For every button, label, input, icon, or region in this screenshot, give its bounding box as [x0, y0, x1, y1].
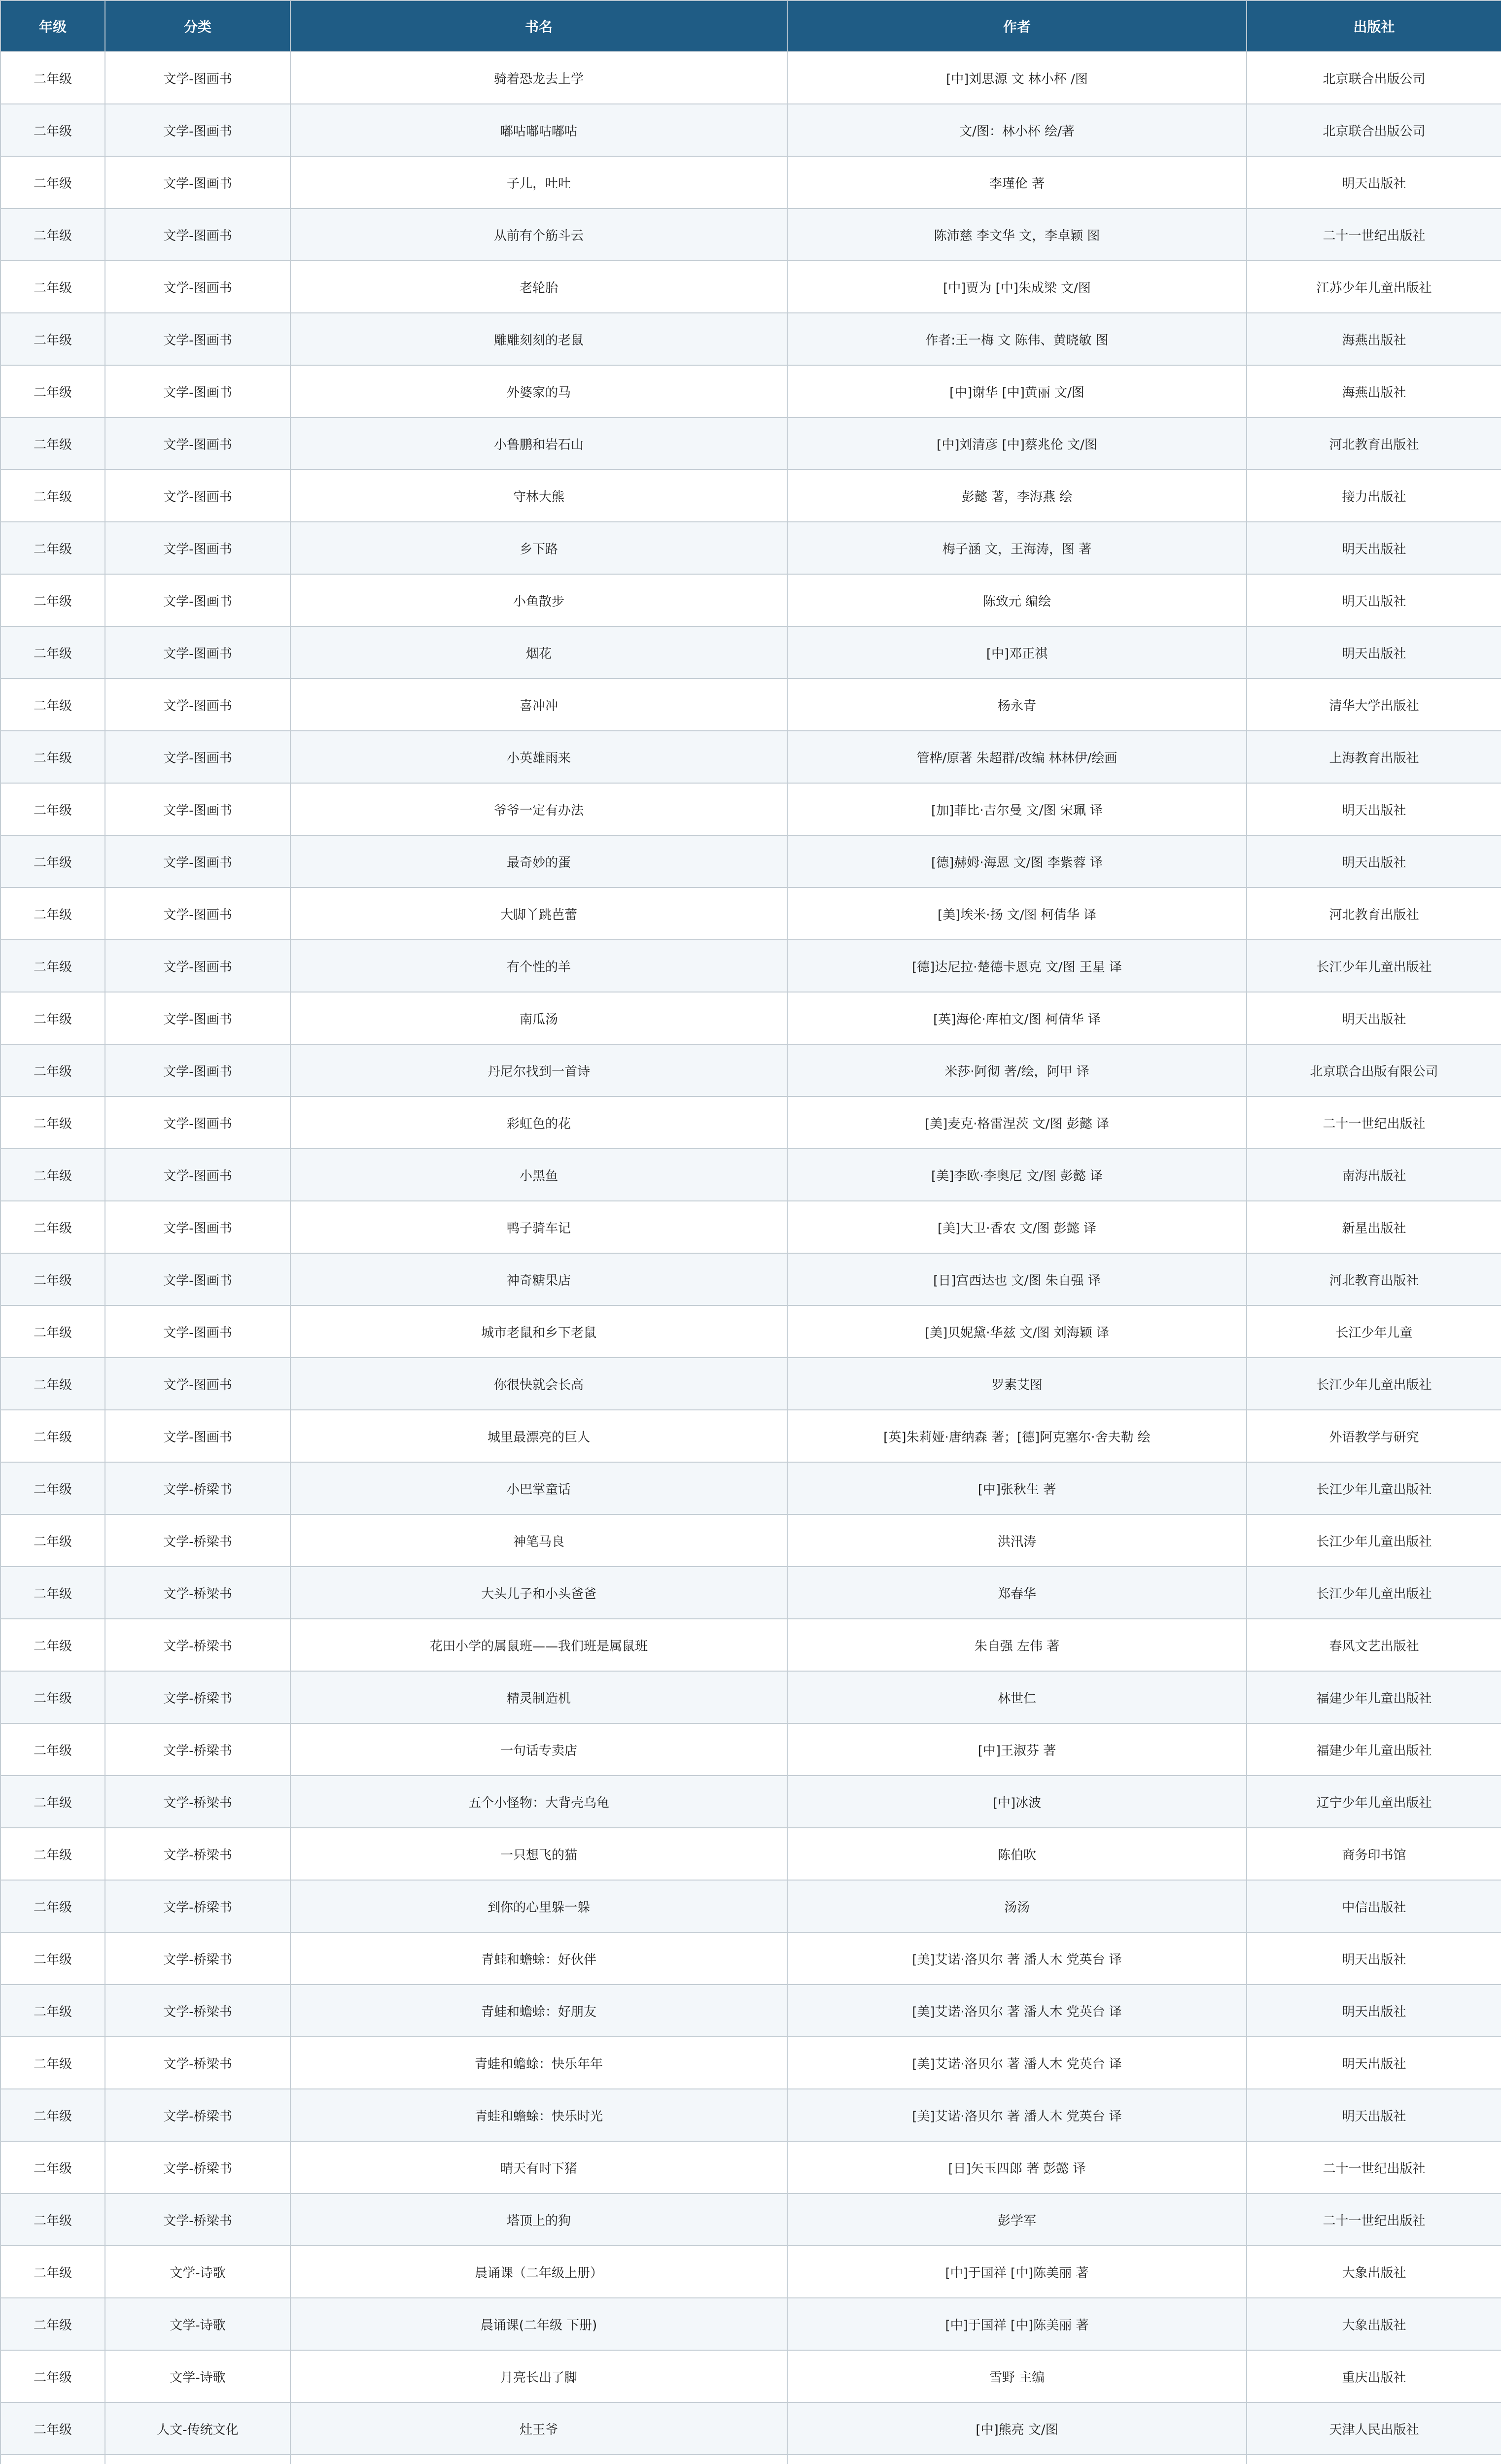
cell-author: 李瑾伦 著: [787, 156, 1247, 208]
cell-title: 青蛙和蟾蜍：好伙伴: [290, 1932, 787, 1985]
cell-publisher: 长江少年儿童出版社: [1247, 1514, 1501, 1567]
cell-title: 乡下路: [290, 522, 787, 574]
cell-title: 一句话专卖店: [290, 1723, 787, 1776]
cell-publisher: 二十一世纪出版社: [1247, 208, 1501, 261]
cell-title: 灶王爷: [290, 2402, 787, 2455]
cell-title: 青蛙和蟾蜍：好朋友: [290, 1985, 787, 2037]
cell-grade: 二年级: [0, 156, 105, 208]
cell-title: 有个性的羊: [290, 940, 787, 992]
cell-publisher: 明天出版社: [1247, 522, 1501, 574]
cell-category: [105, 2455, 290, 2464]
cell-category: 文学-图画书: [105, 888, 290, 940]
table-row: [0, 470, 1501, 522]
table-row: [0, 940, 1501, 992]
header-author: 作者: [787, 0, 1247, 52]
cell-grade: 二年级: [0, 1932, 105, 1985]
cell-author: [中]刘清彦 [中]蔡兆伦 文/图: [787, 417, 1247, 470]
cell-grade: 二年级: [0, 1828, 105, 1880]
cell-author: 雪野 主编: [787, 2350, 1247, 2402]
table-row: [0, 1567, 1501, 1619]
cell-grade: 二年级: [0, 470, 105, 522]
cell-author: 洪汛涛: [787, 1514, 1247, 1567]
cell-publisher: 北京联合出版公司: [1247, 104, 1501, 156]
cell-publisher: 明天出版社: [1247, 156, 1501, 208]
table-row: [0, 1201, 1501, 1253]
cell-grade: 二年级: [0, 1514, 105, 1567]
table-row: [0, 52, 1501, 104]
cell-grade: 二年级: [0, 365, 105, 417]
cell-publisher: 商务印书馆: [1247, 1828, 1501, 1880]
cell-publisher: 新星出版社: [1247, 1201, 1501, 1253]
cell-category: 文学-图画书: [105, 1358, 290, 1410]
cell-publisher: 重庆出版社: [1247, 2350, 1501, 2402]
cell-title: 你很快就会长高: [290, 1358, 787, 1410]
cell-author: 米莎·阿彻 著/绘，阿甲 译: [787, 1044, 1247, 1096]
cell-grade: 二年级: [0, 2193, 105, 2246]
cell-publisher: 接力出版社: [1247, 470, 1501, 522]
cell-grade: 二年级: [0, 992, 105, 1044]
cell-grade: 二年级: [0, 1723, 105, 1776]
cell-grade: 二年级: [0, 104, 105, 156]
cell-author: [中]张秋生 著: [787, 1462, 1247, 1514]
cell-category: 文学-图画书: [105, 1096, 290, 1149]
cell-grade: 二年级: [0, 522, 105, 574]
cell-title: 最奇妙的蛋: [290, 835, 787, 888]
cell-author: [美]埃米·扬 文/图 柯倩华 译: [787, 888, 1247, 940]
cell-title: 骑着恐龙去上学: [290, 52, 787, 104]
cell-author: 梅子涵 文，王海涛，图 著: [787, 522, 1247, 574]
cell-author: [美]李欧·李奥尼 文/图 彭懿 译: [787, 1149, 1247, 1201]
cell-category: 文学-桥梁书: [105, 1880, 290, 1932]
cell-grade: 二年级: [0, 1410, 105, 1462]
header-category: 分类: [105, 0, 290, 52]
cell-category: 文学-图画书: [105, 783, 290, 835]
table-row: [0, 2193, 1501, 2246]
cell-category: 文学-桥梁书: [105, 2089, 290, 2141]
cell-grade: 二年级: [0, 1044, 105, 1096]
header-publisher: 出版社: [1247, 0, 1501, 52]
cell-category: 文学-诗歌: [105, 2298, 290, 2350]
cell-grade: 二年级: [0, 1880, 105, 1932]
cell-grade: 二年级: [0, 261, 105, 313]
cell-author: [中]冰波: [787, 1776, 1247, 1828]
cell-author: [787, 2455, 1247, 2464]
cell-category: 文学-桥梁书: [105, 2193, 290, 2246]
table-row: [0, 156, 1501, 208]
cell-author: 作者:王一梅 文 陈伟、黄晓敏 图: [787, 313, 1247, 365]
cell-category: 文学-图画书: [105, 940, 290, 992]
cell-grade: 二年级: [0, 2037, 105, 2089]
cell-publisher: 北京联合出版有限公司: [1247, 1044, 1501, 1096]
table-row: [0, 626, 1501, 679]
cell-title: 守林大熊: [290, 470, 787, 522]
table-row: [0, 1619, 1501, 1671]
cell-publisher: 明天出版社: [1247, 626, 1501, 679]
cell-title: 城里最漂亮的巨人: [290, 1410, 787, 1462]
table-row: [0, 104, 1501, 156]
cell-publisher: 河北教育出版社: [1247, 1253, 1501, 1305]
cell-publisher: 明天出版社: [1247, 992, 1501, 1044]
cell-publisher: 江苏少年儿童出版社: [1247, 261, 1501, 313]
table-row: [0, 261, 1501, 313]
cell-grade: 二年级: [0, 1201, 105, 1253]
cell-title: 晨诵课(二年级 下册): [290, 2298, 787, 2350]
cell-publisher: 明天出版社: [1247, 1985, 1501, 2037]
table-row: [0, 679, 1501, 731]
cell-title: 烟花: [290, 626, 787, 679]
cell-grade: 二年级: [0, 574, 105, 626]
cell-grade: 二年级: [0, 1462, 105, 1514]
cell-publisher: 辽宁少年儿童出版社: [1247, 1776, 1501, 1828]
cell-publisher: 长江少年儿童出版社: [1247, 940, 1501, 992]
table-row: [0, 783, 1501, 835]
cell-publisher: 福建少年儿童出版社: [1247, 1723, 1501, 1776]
cell-title: 晨诵课（二年级上册）: [290, 2246, 787, 2298]
cell-title: 南瓜汤: [290, 992, 787, 1044]
cell-author: [中]刘思源 文 林小杯 /图: [787, 52, 1247, 104]
cell-category: 文学-图画书: [105, 365, 290, 417]
cell-grade: 二年级: [0, 783, 105, 835]
cell-title: 小鲁鹏和岩石山: [290, 417, 787, 470]
cell-publisher: 福建少年儿童出版社: [1247, 1671, 1501, 1723]
cell-category: 文学-桥梁书: [105, 1776, 290, 1828]
cell-author: 陈伯吹: [787, 1828, 1247, 1880]
cell-category: 文学-图画书: [105, 208, 290, 261]
cell-category: 人文-传统文化: [105, 2402, 290, 2455]
cell-title: 塔顶上的狗: [290, 2193, 787, 2246]
cell-title: 到你的心里躲一躲: [290, 1880, 787, 1932]
cell-author: [美]艾诺·洛贝尔 著 潘人木 党英台 译: [787, 2037, 1247, 2089]
table-row: [0, 2402, 1501, 2455]
cell-title: 花田小学的属鼠班——我们班是属鼠班: [290, 1619, 787, 1671]
cell-author: [美]艾诺·洛贝尔 著 潘人木 党英台 译: [787, 1932, 1247, 1985]
cell-title: 小巴掌童话: [290, 1462, 787, 1514]
cell-title: 鸭子骑车记: [290, 1201, 787, 1253]
cell-category: 文学-图画书: [105, 1044, 290, 1096]
cell-category: 文学-桥梁书: [105, 1828, 290, 1880]
table-row: [0, 2350, 1501, 2402]
cell-author: [中]谢华 [中]黄丽 文/图: [787, 365, 1247, 417]
table-row: [0, 1828, 1501, 1880]
cell-author: [德]达尼拉·楚德卡恩克 文/图 王星 译: [787, 940, 1247, 992]
table-row: [0, 2141, 1501, 2193]
cell-category: 文学-桥梁书: [105, 1723, 290, 1776]
cell-grade: 二年级: [0, 2246, 105, 2298]
cell-author: 彭学军: [787, 2193, 1247, 2246]
cell-title: 一只想飞的猫: [290, 1828, 787, 1880]
cell-title: 青蛙和蟾蜍：快乐年年: [290, 2037, 787, 2089]
cell-grade: 二年级: [0, 2350, 105, 2402]
table-row: [0, 2455, 1501, 2464]
cell-grade: 二年级: [0, 1985, 105, 2037]
cell-category: 文学-图画书: [105, 104, 290, 156]
cell-grade: 二年级: [0, 888, 105, 940]
cell-publisher: 中信出版社: [1247, 1880, 1501, 1932]
cell-category: 文学-图画书: [105, 1410, 290, 1462]
table-row: [0, 1044, 1501, 1096]
cell-author: [中]熊亮 文/图: [787, 2402, 1247, 2455]
cell-category: 文学-桥梁书: [105, 1462, 290, 1514]
cell-title: 老轮胎: [290, 261, 787, 313]
cell-grade: 二年级: [0, 731, 105, 783]
cell-title: [290, 2455, 787, 2464]
cell-author: [加]菲比·吉尔曼 文/图 宋珮 译: [787, 783, 1247, 835]
cell-grade: 二年级: [0, 1619, 105, 1671]
cell-author: 彭懿 著，李海燕 绘: [787, 470, 1247, 522]
table-row: [0, 888, 1501, 940]
cell-category: 文学-图画书: [105, 679, 290, 731]
table-row: [0, 1096, 1501, 1149]
cell-author: 陈沛慈 李文华 文，李卓颖 图: [787, 208, 1247, 261]
cell-grade: 二年级: [0, 417, 105, 470]
cell-title: 神笔马良: [290, 1514, 787, 1567]
cell-publisher: [1247, 2455, 1501, 2464]
table-row: [0, 1410, 1501, 1462]
cell-author: [德]赫姆·海恩 文/图 李紫蓉 译: [787, 835, 1247, 888]
cell-author: [美]艾诺·洛贝尔 著 潘人木 党英台 译: [787, 1985, 1247, 2037]
table-row: [0, 1253, 1501, 1305]
cell-title: 晴天有时下猪: [290, 2141, 787, 2193]
cell-author: [美]艾诺·洛贝尔 著 潘人木 党英台 译: [787, 2089, 1247, 2141]
table-row: [0, 1985, 1501, 2037]
table-row: [0, 1514, 1501, 1567]
cell-category: 文学-图画书: [105, 470, 290, 522]
cell-category: 文学-图画书: [105, 522, 290, 574]
cell-title: 嘟咕嘟咕嘟咕: [290, 104, 787, 156]
cell-grade: 二年级: [0, 2141, 105, 2193]
cell-grade: 二年级: [0, 52, 105, 104]
cell-grade: 二年级: [0, 940, 105, 992]
cell-grade: 二年级: [0, 2402, 105, 2455]
header-grade: 年级: [0, 0, 105, 52]
cell-title: 神奇糖果店: [290, 1253, 787, 1305]
cell-grade: [0, 2455, 105, 2464]
cell-publisher: 长江少年儿童: [1247, 1305, 1501, 1358]
cell-title: 大脚丫跳芭蕾: [290, 888, 787, 940]
table-row: [0, 835, 1501, 888]
cell-category: 文学-图画书: [105, 1149, 290, 1201]
cell-category: 文学-图画书: [105, 313, 290, 365]
cell-publisher: 河北教育出版社: [1247, 417, 1501, 470]
cell-publisher: 长江少年儿童出版社: [1247, 1567, 1501, 1619]
cell-category: 文学-图画书: [105, 1305, 290, 1358]
cell-publisher: 南海出版社: [1247, 1149, 1501, 1201]
cell-category: 文学-图画书: [105, 1201, 290, 1253]
cell-category: 文学-桥梁书: [105, 2037, 290, 2089]
cell-category: 文学-诗歌: [105, 2350, 290, 2402]
cell-title: 五个小怪物：大背壳乌龟: [290, 1776, 787, 1828]
cell-publisher: 明天出版社: [1247, 835, 1501, 888]
cell-author: [英]朱莉娅·唐纳森 著；[德]阿克塞尔·舍夫勒 绘: [787, 1410, 1247, 1462]
cell-title: 彩虹色的花: [290, 1096, 787, 1149]
cell-category: 文学-桥梁书: [105, 1514, 290, 1567]
cell-publisher: 明天出版社: [1247, 2089, 1501, 2141]
cell-title: 爷爷一定有办法: [290, 783, 787, 835]
cell-publisher: 上海教育出版社: [1247, 731, 1501, 783]
header-row: [0, 0, 1501, 52]
cell-publisher: 二十一世纪出版社: [1247, 1096, 1501, 1149]
cell-grade: 二年级: [0, 313, 105, 365]
table-row: [0, 574, 1501, 626]
cell-author: [美]贝妮黛·华兹 文/图 刘海颖 译: [787, 1305, 1247, 1358]
table-row: [0, 992, 1501, 1044]
cell-title: 小英雄雨来: [290, 731, 787, 783]
cell-category: 文学-图画书: [105, 261, 290, 313]
cell-grade: 二年级: [0, 1305, 105, 1358]
cell-title: 大头儿子和小头爸爸: [290, 1567, 787, 1619]
cell-grade: 二年级: [0, 1096, 105, 1149]
cell-category: 文学-诗歌: [105, 2246, 290, 2298]
cell-grade: 二年级: [0, 1776, 105, 1828]
cell-author: [中]邓正祺: [787, 626, 1247, 679]
cell-category: 文学-桥梁书: [105, 1985, 290, 2037]
cell-author: [中]于国祥 [中]陈美丽 著: [787, 2298, 1247, 2350]
cell-publisher: 明天出版社: [1247, 1932, 1501, 1985]
cell-author: 罗素艾图: [787, 1358, 1247, 1410]
cell-title: 喜冲冲: [290, 679, 787, 731]
cell-title: 小黑鱼: [290, 1149, 787, 1201]
table-row: [0, 1149, 1501, 1201]
cell-author: [美]麦克·格雷涅茨 文/图 彭懿 译: [787, 1096, 1247, 1149]
cell-publisher: 河北教育出版社: [1247, 888, 1501, 940]
cell-category: 文学-桥梁书: [105, 1671, 290, 1723]
cell-author: [美]大卫·香农 文/图 彭懿 译: [787, 1201, 1247, 1253]
cell-grade: 二年级: [0, 1253, 105, 1305]
cell-publisher: 大象出版社: [1247, 2298, 1501, 2350]
cell-publisher: 大象出版社: [1247, 2246, 1501, 2298]
cell-category: 文学-图画书: [105, 574, 290, 626]
cell-publisher: 明天出版社: [1247, 574, 1501, 626]
cell-publisher: 明天出版社: [1247, 2037, 1501, 2089]
cell-publisher: 二十一世纪出版社: [1247, 2193, 1501, 2246]
cell-grade: 二年级: [0, 1358, 105, 1410]
cell-grade: 二年级: [0, 1149, 105, 1201]
table-row: [0, 1723, 1501, 1776]
cell-category: 文学-图画书: [105, 52, 290, 104]
cell-title: 城市老鼠和乡下老鼠: [290, 1305, 787, 1358]
cell-author: 林世仁: [787, 1671, 1247, 1723]
cell-publisher: 清华大学出版社: [1247, 679, 1501, 731]
cell-grade: 二年级: [0, 2089, 105, 2141]
cell-publisher: 海燕出版社: [1247, 313, 1501, 365]
cell-title: 月亮长出了脚: [290, 2350, 787, 2402]
cell-category: 文学-桥梁书: [105, 2141, 290, 2193]
table-row: [0, 1358, 1501, 1410]
cell-author: 杨永青: [787, 679, 1247, 731]
cell-grade: 二年级: [0, 1567, 105, 1619]
cell-grade: 二年级: [0, 679, 105, 731]
cell-grade: 二年级: [0, 626, 105, 679]
table-row: [0, 1305, 1501, 1358]
table-row: [0, 1932, 1501, 1985]
cell-category: 文学-图画书: [105, 1253, 290, 1305]
cell-title: 子儿，吐吐: [290, 156, 787, 208]
cell-author: [中]王淑芬 著: [787, 1723, 1247, 1776]
cell-category: 文学-图画书: [105, 731, 290, 783]
cell-publisher: 春风文艺出版社: [1247, 1619, 1501, 1671]
cell-title: 外婆家的马: [290, 365, 787, 417]
cell-author: 文/图：林小杯 绘/著: [787, 104, 1247, 156]
cell-title: 青蛙和蟾蜍：快乐时光: [290, 2089, 787, 2141]
cell-author: [英]海伦·库柏文/图 柯倩华 译: [787, 992, 1247, 1044]
cell-category: 文学-桥梁书: [105, 1932, 290, 1985]
table-row: [0, 1880, 1501, 1932]
cell-category: 文学-图画书: [105, 835, 290, 888]
cell-publisher: 北京联合出版公司: [1247, 52, 1501, 104]
table-row: [0, 417, 1501, 470]
cell-category: 文学-图画书: [105, 992, 290, 1044]
cell-title: 雕雕刻刻的老鼠: [290, 313, 787, 365]
cell-title: 精灵制造机: [290, 1671, 787, 1723]
cell-publisher: 海燕出版社: [1247, 365, 1501, 417]
table-row: [0, 2037, 1501, 2089]
cell-author: [日]宫西达也 文/图 朱自强 译: [787, 1253, 1247, 1305]
cell-publisher: 长江少年儿童出版社: [1247, 1462, 1501, 1514]
cell-grade: 二年级: [0, 1671, 105, 1723]
cell-author: 朱自强 左伟 著: [787, 1619, 1247, 1671]
cell-title: 从前有个筋斗云: [290, 208, 787, 261]
table-row: [0, 1462, 1501, 1514]
cell-category: 文学-图画书: [105, 156, 290, 208]
cell-grade: 二年级: [0, 208, 105, 261]
cell-author: [中]贾为 [中]朱成梁 文/图: [787, 261, 1247, 313]
cell-author: 汤汤: [787, 1880, 1247, 1932]
table-row: [0, 1671, 1501, 1723]
table-row: [0, 2246, 1501, 2298]
cell-title: 小鱼散步: [290, 574, 787, 626]
cell-publisher: 外语教学与研究: [1247, 1410, 1501, 1462]
cell-publisher: 天津人民出版社: [1247, 2402, 1501, 2455]
header-title: 书名: [290, 0, 787, 52]
cell-publisher: 长江少年儿童出版社: [1247, 1358, 1501, 1410]
table-row: [0, 2298, 1501, 2350]
cell-grade: 二年级: [0, 2298, 105, 2350]
table-row: [0, 731, 1501, 783]
cell-publisher: 明天出版社: [1247, 783, 1501, 835]
cell-author: 郑春华: [787, 1567, 1247, 1619]
cell-category: 文学-图画书: [105, 417, 290, 470]
cell-category: 文学-图画书: [105, 626, 290, 679]
cell-publisher: 二十一世纪出版社: [1247, 2141, 1501, 2193]
cell-author: 陈致元 编绘: [787, 574, 1247, 626]
cell-title: 丹尼尔找到一首诗: [290, 1044, 787, 1096]
table-row: [0, 1776, 1501, 1828]
cell-author: 管桦/原著 朱超群/改编 林林伊/绘画: [787, 731, 1247, 783]
table-row: [0, 522, 1501, 574]
cell-author: [中]于国祥 [中]陈美丽 著: [787, 2246, 1247, 2298]
table-row: [0, 365, 1501, 417]
table-row: [0, 208, 1501, 261]
cell-author: [日]矢玉四郎 著 彭懿 译: [787, 2141, 1247, 2193]
cell-category: 文学-桥梁书: [105, 1567, 290, 1619]
table-row: [0, 2089, 1501, 2141]
cell-category: 文学-桥梁书: [105, 1619, 290, 1671]
table-row: [0, 313, 1501, 365]
cell-grade: 二年级: [0, 835, 105, 888]
